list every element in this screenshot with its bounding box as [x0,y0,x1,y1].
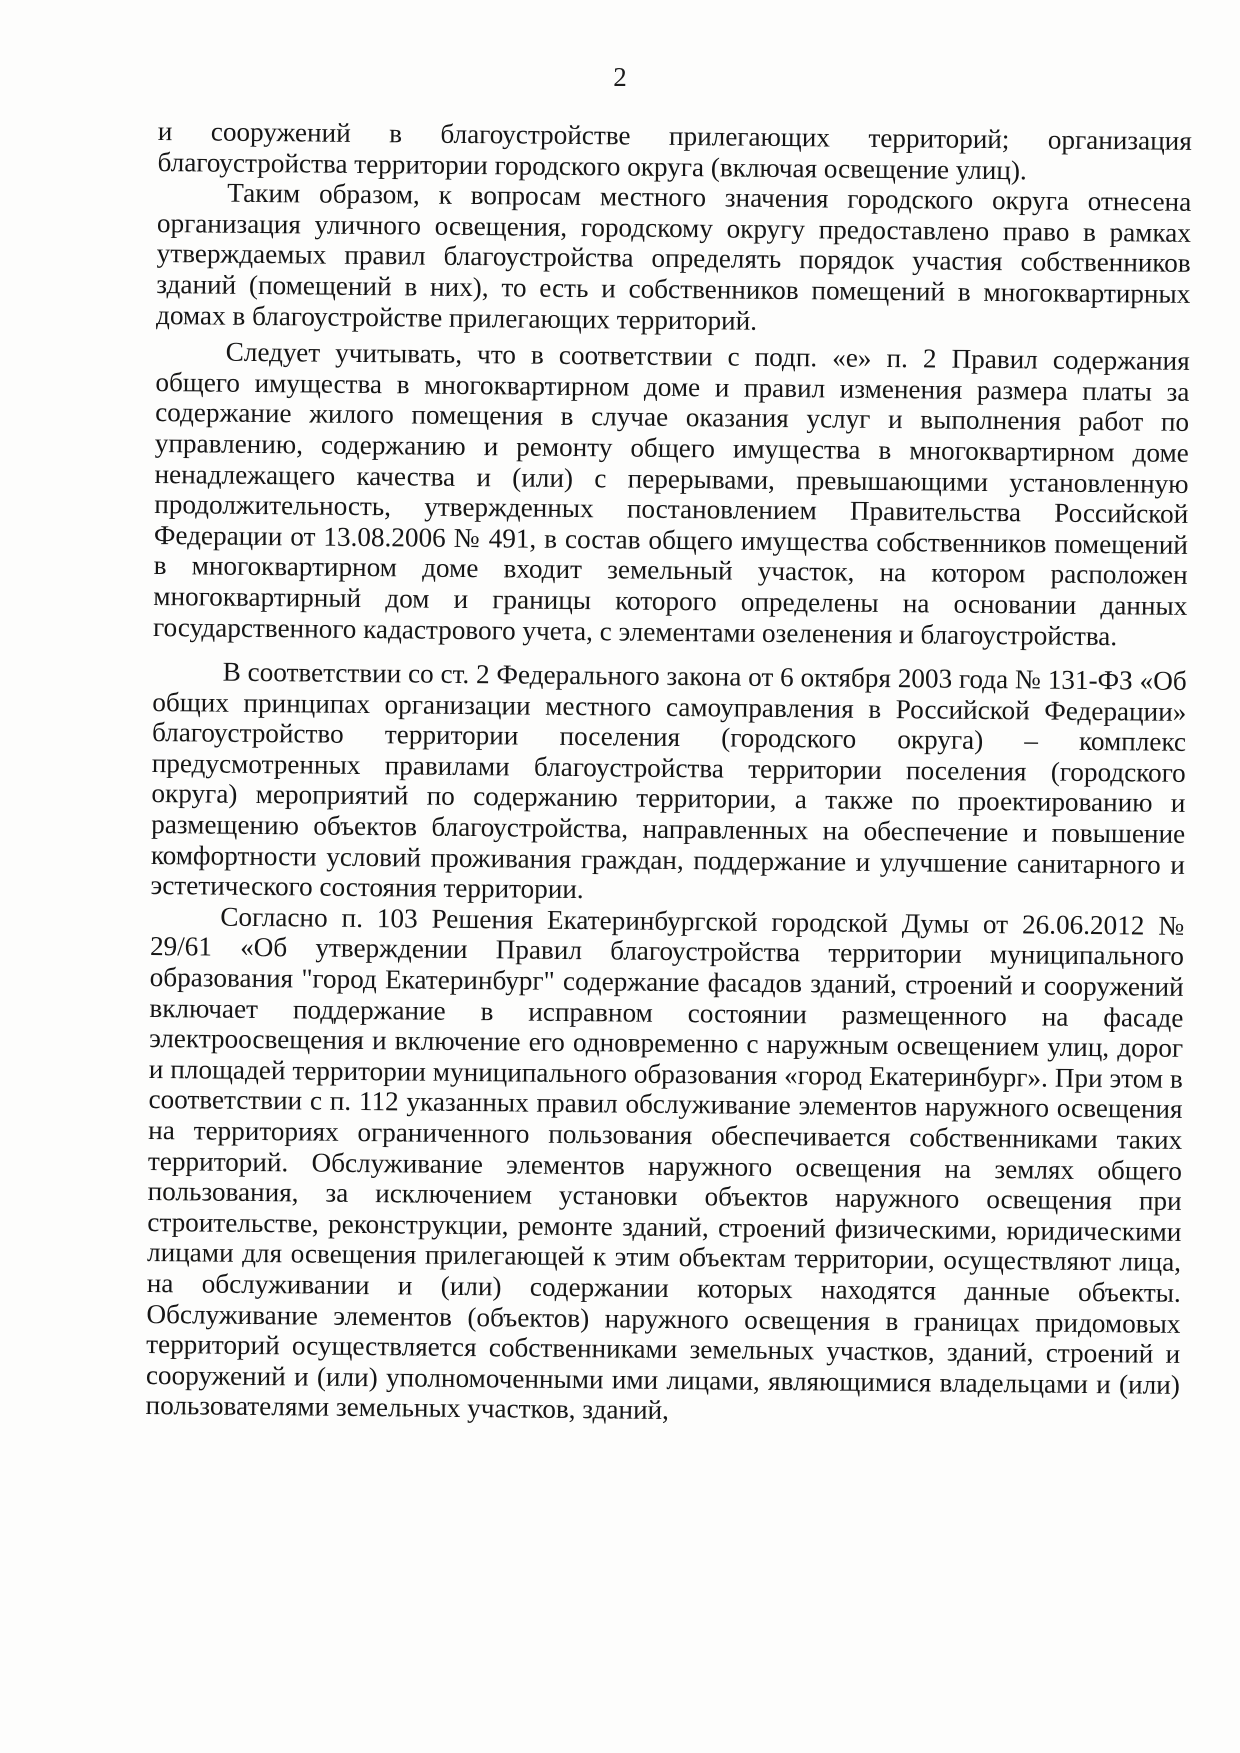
paragraph: Таким образом, к вопросам местного значения городского округа отнесена организация уличного освещения, городскому округу предоставлено право в рамках утверждаемых правил благоустройства определять порядок участия собственников зданий (помещений в них), то есть и собственников помещений в многоквартирных домах в благоустройстве прилегающих территорий. [155,177,1192,336]
paragraph: В соответствии со ст. 2 Федерального закона от 6 октября 2003 года № 131-ФЗ «Об общих принципах организации местного самоуправления в Российской Федерации» благоустройство территории поселения (городского округа) – комплекс предусмотренных правилами благоустройства территории поселения (городского округа) мероприятий по содержанию территории, а также по проектированию и размещению объектов благоустройства, направленных на обеспечение и повышение комфортности условий проживания граждан, поддержание и улучшение санитарного и эстетического состояния территории. [150,656,1187,905]
paragraph: Согласно п. 103 Решения Екатеринбургской городской Думы от 26.06.2012 № 29/61 «Об утверждении Правил благоустройства территории муниципального образования "город Екатеринбург" содержание фасадов зданий, строений и сооружений включает поддержание в исправном состоянии размещенного на фасаде электроосвещения и включение его одновременно с наружным освещением улиц, дорог и площадей территории муниципального образования «город Екатеринбург». При этом в соответствии с п. 112 указанных правил обслуживание элементов наружного освещения на территориях ограниченного пользования обеспечивается собственниками таких территорий. Обслуживание элементов наружного освещения на землях общего пользования, за исключением установки объектов наружного освещения при строительстве, реконструкции, ремонте зданий, строений физическими, юридическими лицами для освещения прилегающей к этим объектам территории, осуществляют лица, на обслуживании и (или) содержании которых находятся данные объекты. Обслуживание элементов (объектов) наружного освещения в границах придомовых территорий осуществляется собственниками земельных участков, зданий, строений и сооружений и (или) уполномоченными ими лицами, являющимися владельцами и (или) пользователями земельных участков, зданий, [145,901,1185,1426]
page-number: 2 [613,62,627,92]
paragraph-continuation: и сооружений в благоустройстве прилегающих территорий; организация благоустройства территории городского округа (включая освещение улиц). [157,116,1192,185]
document-body [145,116,1191,1431]
paragraph: Следует учитывать, что в соответствии с подп. «е» п. 2 Правил содержания общего имущества в многоквартирном доме и правил изменения размера платы за содержание жилого помещения в случае оказания услуг и выполнения работ по управлению, содержанию и ремонту общего имущества в многоквартирном доме ненадлежащего качества и (или) с перерывами, превышающими установленную продолжительность, утвержденных постановлением Правительства Российской Федерации от 13.08.2006 № 491, в состав общего имущества собственников помещений в многоквартирном доме входит земельный участок, на котором расположен многоквартирный дом и границы которого определены на основании данных государственного кадастрового учета, с элементами озеленения и благоустройства. [152,336,1190,651]
